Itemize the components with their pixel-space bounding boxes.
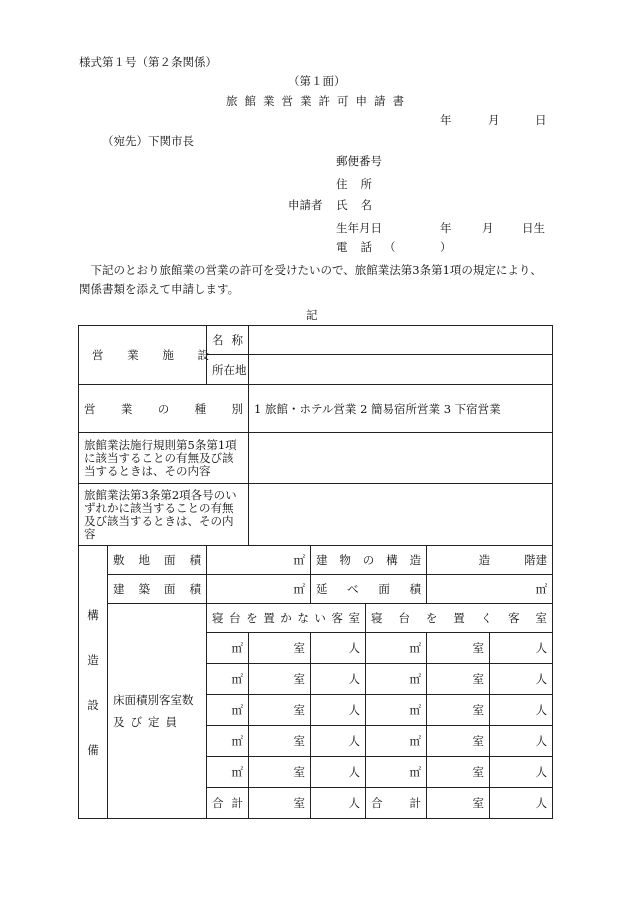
date-day: 日 (535, 113, 547, 127)
no-bed-rooms-header: 寝 台 を 置 か な い 客 室 (207, 604, 366, 633)
birth-day: 日生 (522, 221, 545, 235)
building-area-field[interactable]: ㎡ (207, 575, 311, 604)
body-line-1: 下記のとおり旅館業の営業の許可を受けたいので、旅館業法第3条第1項の規定により、 (79, 263, 542, 277)
building-area-label: 建 築 面 積 (108, 575, 207, 604)
no-bed-rooms[interactable]: 室 (249, 633, 311, 664)
phone-close-paren: ） (440, 240, 452, 254)
site-area-field[interactable]: ㎡ (207, 546, 311, 575)
total-floor-area-label: 延 べ 面 積 (311, 575, 427, 604)
bed-total-label: 合 計 (366, 788, 427, 819)
no-bed-rooms[interactable]: 室 (249, 757, 311, 788)
law3-label: 旅館業法第3条第2項各号のいずれかに該当することの有無及び該当するときは、その内容 (79, 484, 249, 546)
rooms-by-area-label: 床面積別客室数 及び定員 (108, 604, 207, 819)
bed-persons[interactable]: 人 (490, 695, 553, 726)
phone-open-paren: （ (384, 240, 396, 254)
application-table (78, 325, 553, 819)
bed-rooms-header: 寝 台 を 置 く 客 室 (366, 604, 553, 633)
no-bed-rooms[interactable]: 室 (249, 695, 311, 726)
rule5-label: 旅館業法施行規則第5条第1項に該当することの有無及び該当するときは、その内容 (79, 433, 249, 484)
facility-label-cell: 営 業 施 設 (79, 326, 207, 385)
bed-rooms[interactable]: 室 (427, 726, 490, 757)
bed-area[interactable]: ㎡ (366, 726, 427, 757)
no-bed-total-persons[interactable]: 人 (311, 788, 366, 819)
no-bed-area[interactable]: ㎡ (207, 633, 249, 664)
no-bed-area[interactable]: ㎡ (207, 695, 249, 726)
birthdate-label: 生年月日 (336, 221, 382, 235)
facility-name-field[interactable] (249, 326, 553, 355)
bed-persons[interactable]: 人 (490, 726, 553, 757)
bed-area[interactable]: ㎡ (366, 757, 427, 788)
bed-area[interactable]: ㎡ (366, 695, 427, 726)
bed-total-persons[interactable]: 人 (490, 788, 553, 819)
document-title: 旅館業営業許可申請書 (226, 94, 411, 108)
address-label: 住所 (336, 177, 385, 191)
bed-rooms[interactable]: 室 (427, 757, 490, 788)
applicant-role: 申請者 (288, 198, 323, 212)
date-year: 年 (440, 113, 452, 127)
structure-label: 構 造 設 備 (79, 546, 108, 819)
birth-month: 月 (482, 221, 494, 235)
birth-year: 年 (440, 221, 452, 235)
building-structure-label: 建 物 の 構 造 (311, 546, 427, 575)
business-type-options[interactable]: 1 旅館・ホテル営業 2 簡易宿所営業 3 下宿営業 (249, 385, 553, 433)
bed-rooms[interactable]: 室 (427, 695, 490, 726)
no-bed-area[interactable]: ㎡ (207, 664, 249, 695)
postal-label: 郵便番号 (336, 154, 382, 168)
phone-label: 電話 (336, 240, 385, 254)
bed-total-rooms[interactable]: 室 (427, 788, 490, 819)
bed-persons[interactable]: 人 (490, 633, 553, 664)
no-bed-persons[interactable]: 人 (311, 726, 366, 757)
page-label: （第１面） (288, 74, 346, 88)
addressee: （宛先）下関市長 (102, 134, 194, 148)
rule5-field[interactable] (249, 433, 553, 484)
total-floor-area-field[interactable]: ㎡ (427, 575, 553, 604)
no-bed-rooms[interactable]: 室 (249, 664, 311, 695)
location-label-cell: 所 在 地 (207, 355, 249, 385)
bed-rooms[interactable]: 室 (427, 664, 490, 695)
form-number: 様式第１号（第２条関係） (79, 55, 217, 69)
name-label: 氏名 (336, 198, 385, 212)
bed-rooms[interactable]: 室 (427, 633, 490, 664)
date-month: 月 (488, 113, 500, 127)
no-bed-area[interactable]: ㎡ (207, 726, 249, 757)
no-bed-persons[interactable]: 人 (311, 664, 366, 695)
no-bed-area[interactable]: ㎡ (207, 757, 249, 788)
no-bed-persons[interactable]: 人 (311, 695, 366, 726)
body-line-2: 関係書類を添えて申請します。 (79, 282, 240, 296)
ki-mark: 記 (306, 308, 318, 322)
no-bed-persons[interactable]: 人 (311, 757, 366, 788)
facility-location-field[interactable] (249, 355, 553, 385)
law3-field[interactable] (249, 484, 553, 546)
no-bed-total-rooms[interactable]: 室 (249, 788, 311, 819)
building-structure-field[interactable]: 造 階建 (427, 546, 553, 575)
no-bed-total-label: 合 計 (207, 788, 249, 819)
no-bed-persons[interactable]: 人 (311, 633, 366, 664)
business-type-label: 営 業 の 種 別 (79, 385, 249, 433)
name-label-cell: 名 称 (207, 326, 249, 355)
bed-persons[interactable]: 人 (490, 757, 553, 788)
bed-area[interactable]: ㎡ (366, 664, 427, 695)
no-bed-rooms[interactable]: 室 (249, 726, 311, 757)
site-area-label: 敷 地 面 積 (108, 546, 207, 575)
bed-area[interactable]: ㎡ (366, 633, 427, 664)
bed-persons[interactable]: 人 (490, 664, 553, 695)
